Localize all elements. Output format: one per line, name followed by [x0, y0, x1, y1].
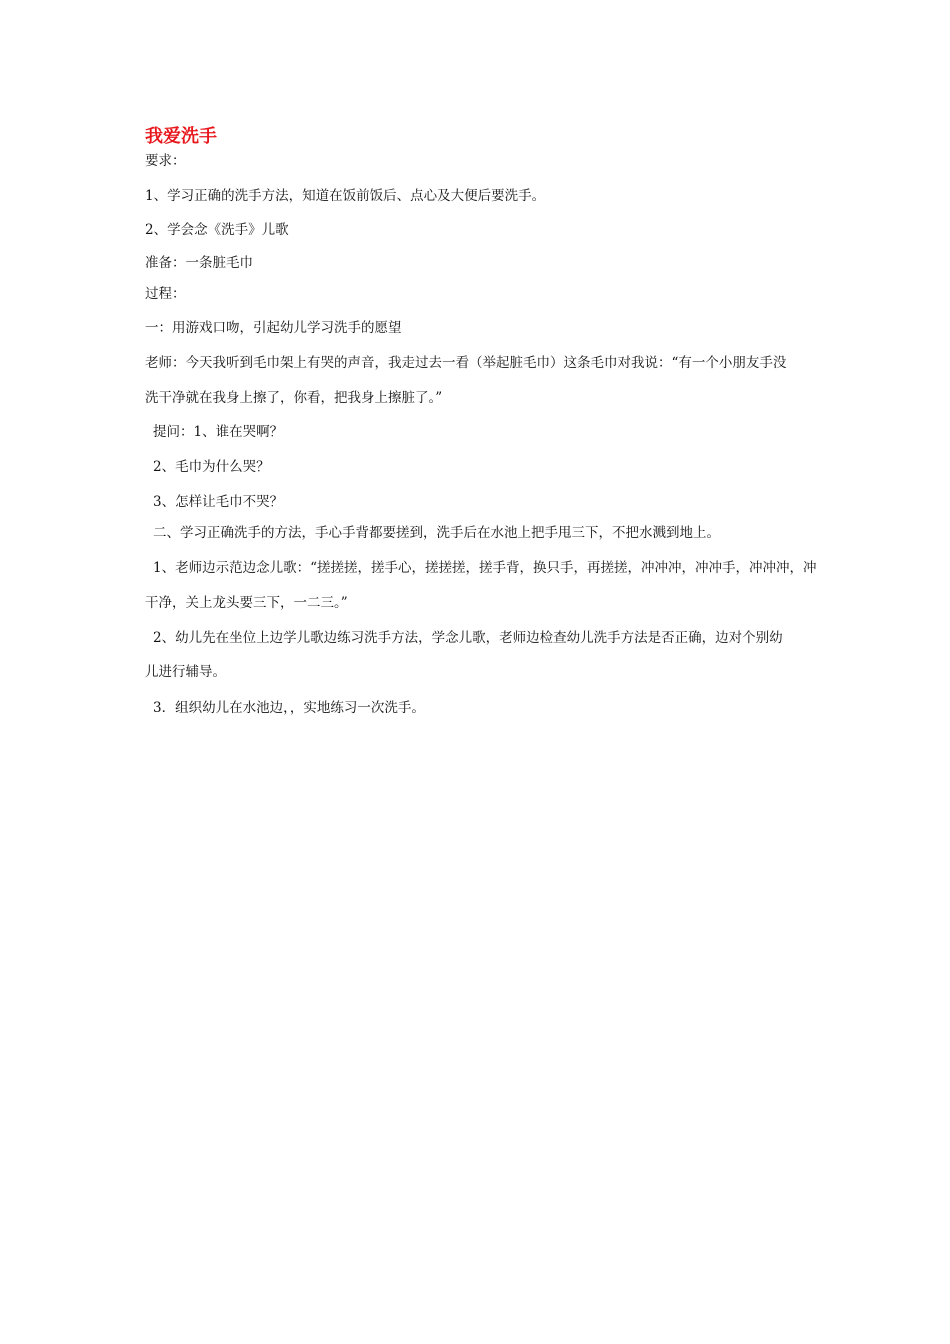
step-two-item-2-line-2: 儿进行辅导。 — [145, 664, 226, 680]
teacher-speech-line-1: 老师：今天我听到毛巾架上有哭的声音，我走过去一看（举起脏毛巾）这条毛巾对我说：“有一个小朋友手没 — [145, 355, 787, 371]
step-two-item-1-line-2: 干净，关上龙头要三下，一二三。” — [145, 595, 348, 611]
step-one-heading: 一：用游戏口吻，引起幼儿学习洗手的愿望 — [145, 320, 402, 336]
step-two-heading: 二、学习正确洗手的方法，手心手背都要搓到，洗手后在水池上把手甩三下，不把水溅到地上。 — [153, 525, 720, 541]
question-item-2: 2、毛巾为什么哭？ — [153, 459, 270, 475]
step-two-item-2-line-1: 2、幼儿先在坐位上边学儿歌边练习洗手方法，学念儿歌，老师边检查幼儿洗手方法是否正确，边对个别幼 — [153, 630, 783, 646]
question-item-1: 提问：1、谁在哭啊？ — [153, 424, 284, 440]
question-item-3: 3、怎样让毛巾不哭？ — [153, 494, 284, 510]
teacher-speech-line-2: 洗干净就在我身上擦了，你看，把我身上擦脏了。” — [145, 390, 443, 406]
process-heading: 过程： — [145, 286, 186, 302]
requirements-heading: 要求： — [145, 153, 186, 169]
step-two-item-1-line-1: 1、老师边示范边念儿歌：“搓搓搓，搓手心，搓搓搓，搓手背，换只手，再搓搓，冲冲冲，冲冲手，冲冲冲，冲 — [153, 560, 817, 576]
preparation-line: 准备：一条脏毛巾 — [145, 255, 253, 271]
requirement-item-1: 1、学习正确的洗手方法，知道在饭前饭后、点心及大便后要洗手。 — [145, 188, 546, 204]
step-two-item-3: 3．组织幼儿在水池边，，实地练习一次洗手。 — [153, 700, 425, 716]
document-title: 我爱洗手 — [145, 126, 217, 147]
requirement-item-2: 2、学会念《洗手》儿歌 — [145, 222, 289, 238]
